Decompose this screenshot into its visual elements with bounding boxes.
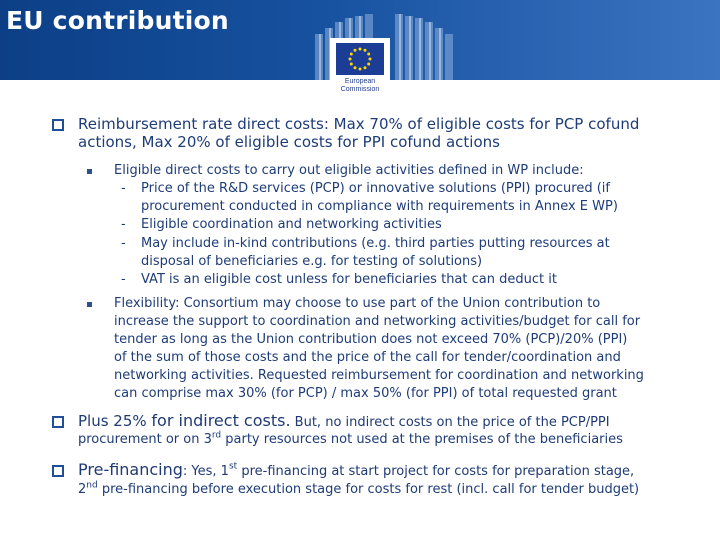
square-bullet-icon <box>87 302 92 307</box>
bullet-2-line-2: procurement or on 3rd party resources not used at the premises of the beneficiaries <box>78 430 623 447</box>
dash-bullet-icon: - <box>121 217 126 232</box>
flexibility-line-3: tender as long as the Union contribution does not exceed 70% (PCP)/20% (PPI) <box>114 332 628 347</box>
eu-flag-icon <box>336 43 384 75</box>
square-bullet-icon <box>87 169 92 174</box>
bullet-1-line-2: actions, Max 20% of eligible costs for PPI cofund actions <box>78 133 500 151</box>
dash-bullet-icon: - <box>121 236 126 251</box>
dash-item-3-line-1: May include in-kind contributions (e.g. third parties putting resources at <box>141 236 610 251</box>
bullet-3-line-1: Pre-financing: Yes, 1st pre-financing at start project for costs for preparation stage, <box>78 460 635 479</box>
european-commission-logo <box>330 38 390 106</box>
checkbox-bullet-icon <box>52 119 64 131</box>
dash-item-1-line-2: procurement conducted in compliance with requirements in Annex E WP) <box>141 199 618 214</box>
flexibility-line-1: Flexibility: Consortium may choose to use part of the Union contribution to <box>114 296 601 311</box>
flexibility-line-2: increase the support to coordination and networking activities/budget for call for <box>114 314 641 329</box>
page-title: EU contribution <box>6 6 229 35</box>
dash-bullet-icon: - <box>121 272 126 287</box>
dash-item-1-line-1: Price of the R&D services (PCP) or innovative solutions (PPI) procured (if <box>141 181 610 196</box>
flexibility-line-4: of the sum of those costs and the price of the call for tender/coordination and <box>114 350 621 365</box>
sub-bullet-1-intro: Eligible direct costs to carry out eligible activities defined in WP include: <box>114 163 584 178</box>
logo-text: European Commission <box>340 78 380 93</box>
checkbox-bullet-icon <box>52 465 64 477</box>
checkbox-bullet-icon <box>52 416 64 428</box>
dash-bullet-icon: - <box>121 181 126 196</box>
bullet-3-line-2: 2nd pre-financing before execution stage for costs for rest (incl. call for tender budget) <box>78 480 640 497</box>
flexibility-line-5: networking activities. Requested reimbursement for coordination and networking <box>114 368 644 383</box>
bullet-1-line-1: Reimbursement rate direct costs: Max 70% of eligible costs for PCP cofund <box>78 115 640 133</box>
bullet-2-line-1: Plus 25% for indirect costs. But, no indirect costs on the price of the PCP/PPI <box>78 411 610 430</box>
dash-item-3-line-2: disposal of beneficiaries e.g. for testing of solutions) <box>141 254 483 269</box>
dash-item-2: Eligible coordination and networking activities <box>141 217 442 232</box>
flexibility-line-6: can comprise max 30% (for PCP) / max 50% (for PPI) of total requested grant <box>114 386 617 401</box>
dash-item-4: VAT is an eligible cost unless for beneficiaries that can deduct it <box>141 272 557 287</box>
